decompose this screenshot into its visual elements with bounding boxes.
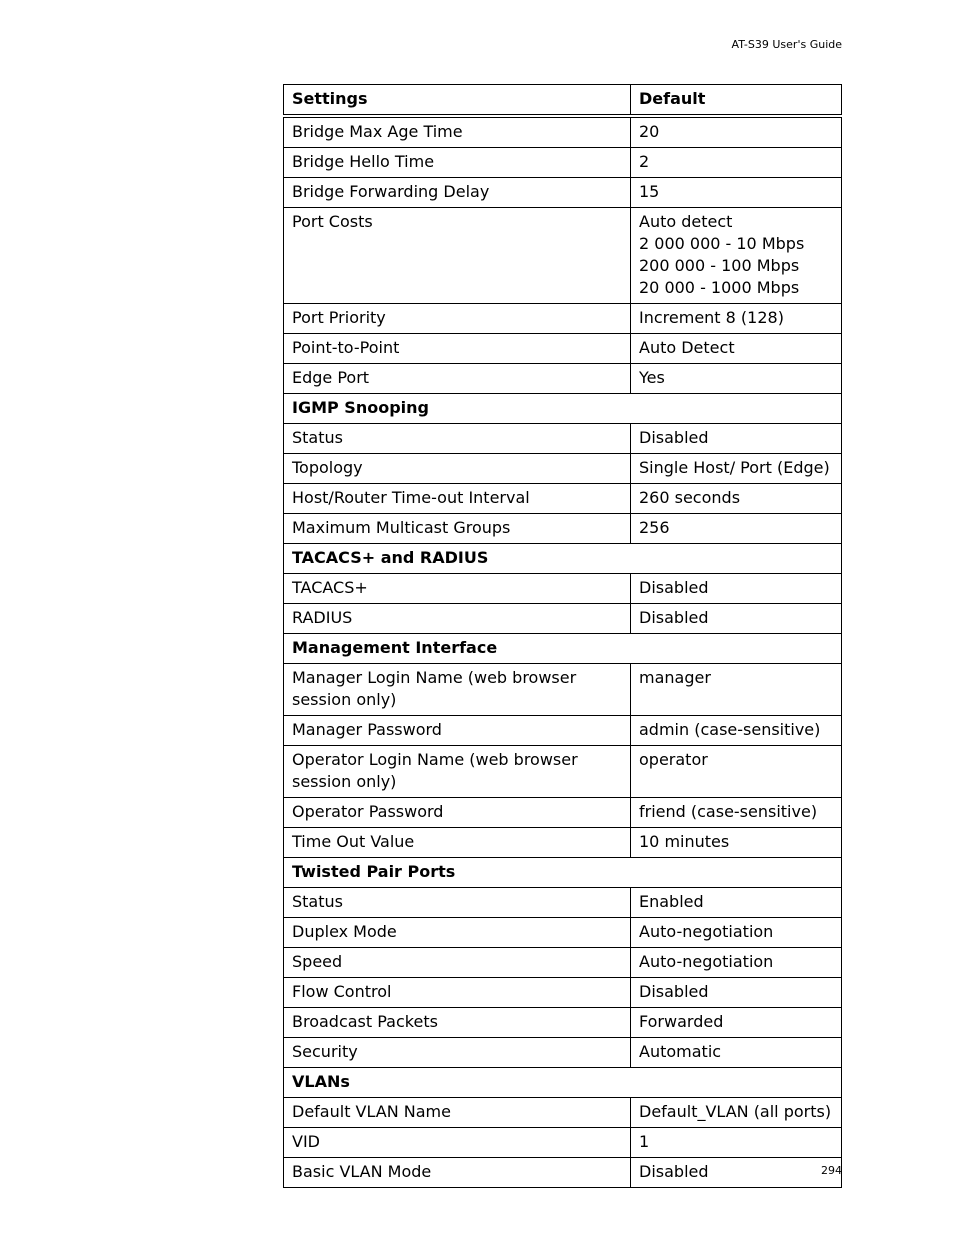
default-value-cell: Forwarded bbox=[631, 1008, 842, 1038]
table-row bbox=[284, 334, 842, 364]
default-value-cell: Disabled bbox=[631, 604, 842, 634]
table-row bbox=[284, 716, 842, 746]
table-row bbox=[284, 454, 842, 484]
section-heading: IGMP Snooping bbox=[284, 394, 842, 424]
setting-name-cell: Bridge Hello Time bbox=[284, 148, 631, 178]
setting-name-cell: Security bbox=[284, 1038, 631, 1068]
table-row bbox=[284, 484, 842, 514]
setting-name-cell: Maximum Multicast Groups bbox=[284, 514, 631, 544]
table-section-row bbox=[284, 544, 842, 574]
table-row bbox=[284, 746, 842, 798]
default-value-cell: operator bbox=[631, 746, 842, 798]
table-header-row bbox=[284, 85, 842, 117]
default-value-cell: 260 seconds bbox=[631, 484, 842, 514]
default-value-cell bbox=[631, 208, 842, 304]
setting-name-cell: Manager Password bbox=[284, 716, 631, 746]
setting-name-cell: Duplex Mode bbox=[284, 918, 631, 948]
table-section-row bbox=[284, 634, 842, 664]
default-value-cell: Single Host/ Port (Edge) bbox=[631, 454, 842, 484]
default-value-cell: admin (case-sensitive) bbox=[631, 716, 842, 746]
default-value-cell: Auto Detect bbox=[631, 334, 842, 364]
table-row bbox=[284, 116, 842, 148]
default-value-cell: Enabled bbox=[631, 888, 842, 918]
settings-column-header: Settings bbox=[284, 85, 631, 117]
table-row bbox=[284, 1128, 842, 1158]
setting-name-cell: Port Costs bbox=[284, 208, 631, 304]
default-value-cell: 256 bbox=[631, 514, 842, 544]
table-row bbox=[284, 1098, 842, 1128]
default-value-cell: Disabled bbox=[631, 424, 842, 454]
default-value-cell: Default_VLAN (all ports) bbox=[631, 1098, 842, 1128]
setting-name-cell: Time Out Value bbox=[284, 828, 631, 858]
default-value-cell: Yes bbox=[631, 364, 842, 394]
default-settings-table bbox=[283, 84, 842, 1188]
default-value-cell: Increment 8 (128) bbox=[631, 304, 842, 334]
running-header: AT-S39 User's Guide bbox=[731, 38, 842, 51]
table-section-row bbox=[284, 858, 842, 888]
default-column-header: Default bbox=[631, 85, 842, 117]
setting-name-cell: Port Priority bbox=[284, 304, 631, 334]
table-row bbox=[284, 514, 842, 544]
table-row bbox=[284, 798, 842, 828]
default-value-line: 20 000 - 1000 Mbps bbox=[639, 278, 800, 297]
default-value-line: Auto detect bbox=[639, 212, 733, 231]
default-value-cell: 20 bbox=[631, 116, 842, 148]
table-row bbox=[284, 978, 842, 1008]
setting-name-cell: Host/Router Time-out Interval bbox=[284, 484, 631, 514]
setting-name-cell: Operator Password bbox=[284, 798, 631, 828]
setting-name-cell: Flow Control bbox=[284, 978, 631, 1008]
default-value-cell: manager bbox=[631, 664, 842, 716]
section-heading: TACACS+ and RADIUS bbox=[284, 544, 842, 574]
section-heading: Twisted Pair Ports bbox=[284, 858, 842, 888]
setting-name-cell: Status bbox=[284, 888, 631, 918]
setting-name-cell: Status bbox=[284, 424, 631, 454]
setting-name-cell: Bridge Max Age Time bbox=[284, 116, 631, 148]
setting-name-cell: Bridge Forwarding Delay bbox=[284, 178, 631, 208]
setting-name-cell: RADIUS bbox=[284, 604, 631, 634]
default-value-cell: Automatic bbox=[631, 1038, 842, 1068]
default-value-cell: 10 minutes bbox=[631, 828, 842, 858]
table-row bbox=[284, 1038, 842, 1068]
default-value-line: 2 000 000 - 10 Mbps bbox=[639, 234, 805, 253]
setting-name-cell: Speed bbox=[284, 948, 631, 978]
default-value-cell: Auto-negotiation bbox=[631, 918, 842, 948]
setting-name-cell: Edge Port bbox=[284, 364, 631, 394]
default-value-cell: 2 bbox=[631, 148, 842, 178]
setting-name-cell: VID bbox=[284, 1128, 631, 1158]
table-row bbox=[284, 888, 842, 918]
table-row bbox=[284, 828, 842, 858]
table-row bbox=[284, 1158, 842, 1188]
table-row bbox=[284, 364, 842, 394]
table-section-row bbox=[284, 1068, 842, 1098]
setting-name-cell: Basic VLAN Mode bbox=[284, 1158, 631, 1188]
default-value-cell: Disabled bbox=[631, 1158, 842, 1188]
default-value-cell: friend (case-sensitive) bbox=[631, 798, 842, 828]
section-heading: Management Interface bbox=[284, 634, 842, 664]
setting-name-cell: TACACS+ bbox=[284, 574, 631, 604]
table-row bbox=[284, 148, 842, 178]
default-value-cell: Disabled bbox=[631, 978, 842, 1008]
default-value-cell: 15 bbox=[631, 178, 842, 208]
table-row bbox=[284, 178, 842, 208]
table-row bbox=[284, 948, 842, 978]
setting-name-cell: Broadcast Packets bbox=[284, 1008, 631, 1038]
default-value-cell: Auto-negotiation bbox=[631, 948, 842, 978]
page-number: 294 bbox=[821, 1164, 842, 1177]
table-body bbox=[284, 116, 842, 1188]
table-row bbox=[284, 304, 842, 334]
table-row bbox=[284, 574, 842, 604]
section-heading: VLANs bbox=[284, 1068, 842, 1098]
setting-name-cell: Operator Login Name (web browser session only) bbox=[284, 746, 631, 798]
default-value-cell: 1 bbox=[631, 1128, 842, 1158]
table-row bbox=[284, 1008, 842, 1038]
default-value-cell: Disabled bbox=[631, 574, 842, 604]
setting-name-cell: Default VLAN Name bbox=[284, 1098, 631, 1128]
setting-name-cell: Manager Login Name (web browser session only) bbox=[284, 664, 631, 716]
table-row bbox=[284, 918, 842, 948]
table-row bbox=[284, 664, 842, 716]
table-section-row bbox=[284, 394, 842, 424]
table-row bbox=[284, 424, 842, 454]
setting-name-cell: Topology bbox=[284, 454, 631, 484]
setting-name-cell: Point-to-Point bbox=[284, 334, 631, 364]
table-row bbox=[284, 604, 842, 634]
table-row bbox=[284, 208, 842, 304]
default-value-line: 200 000 - 100 Mbps bbox=[639, 256, 800, 275]
